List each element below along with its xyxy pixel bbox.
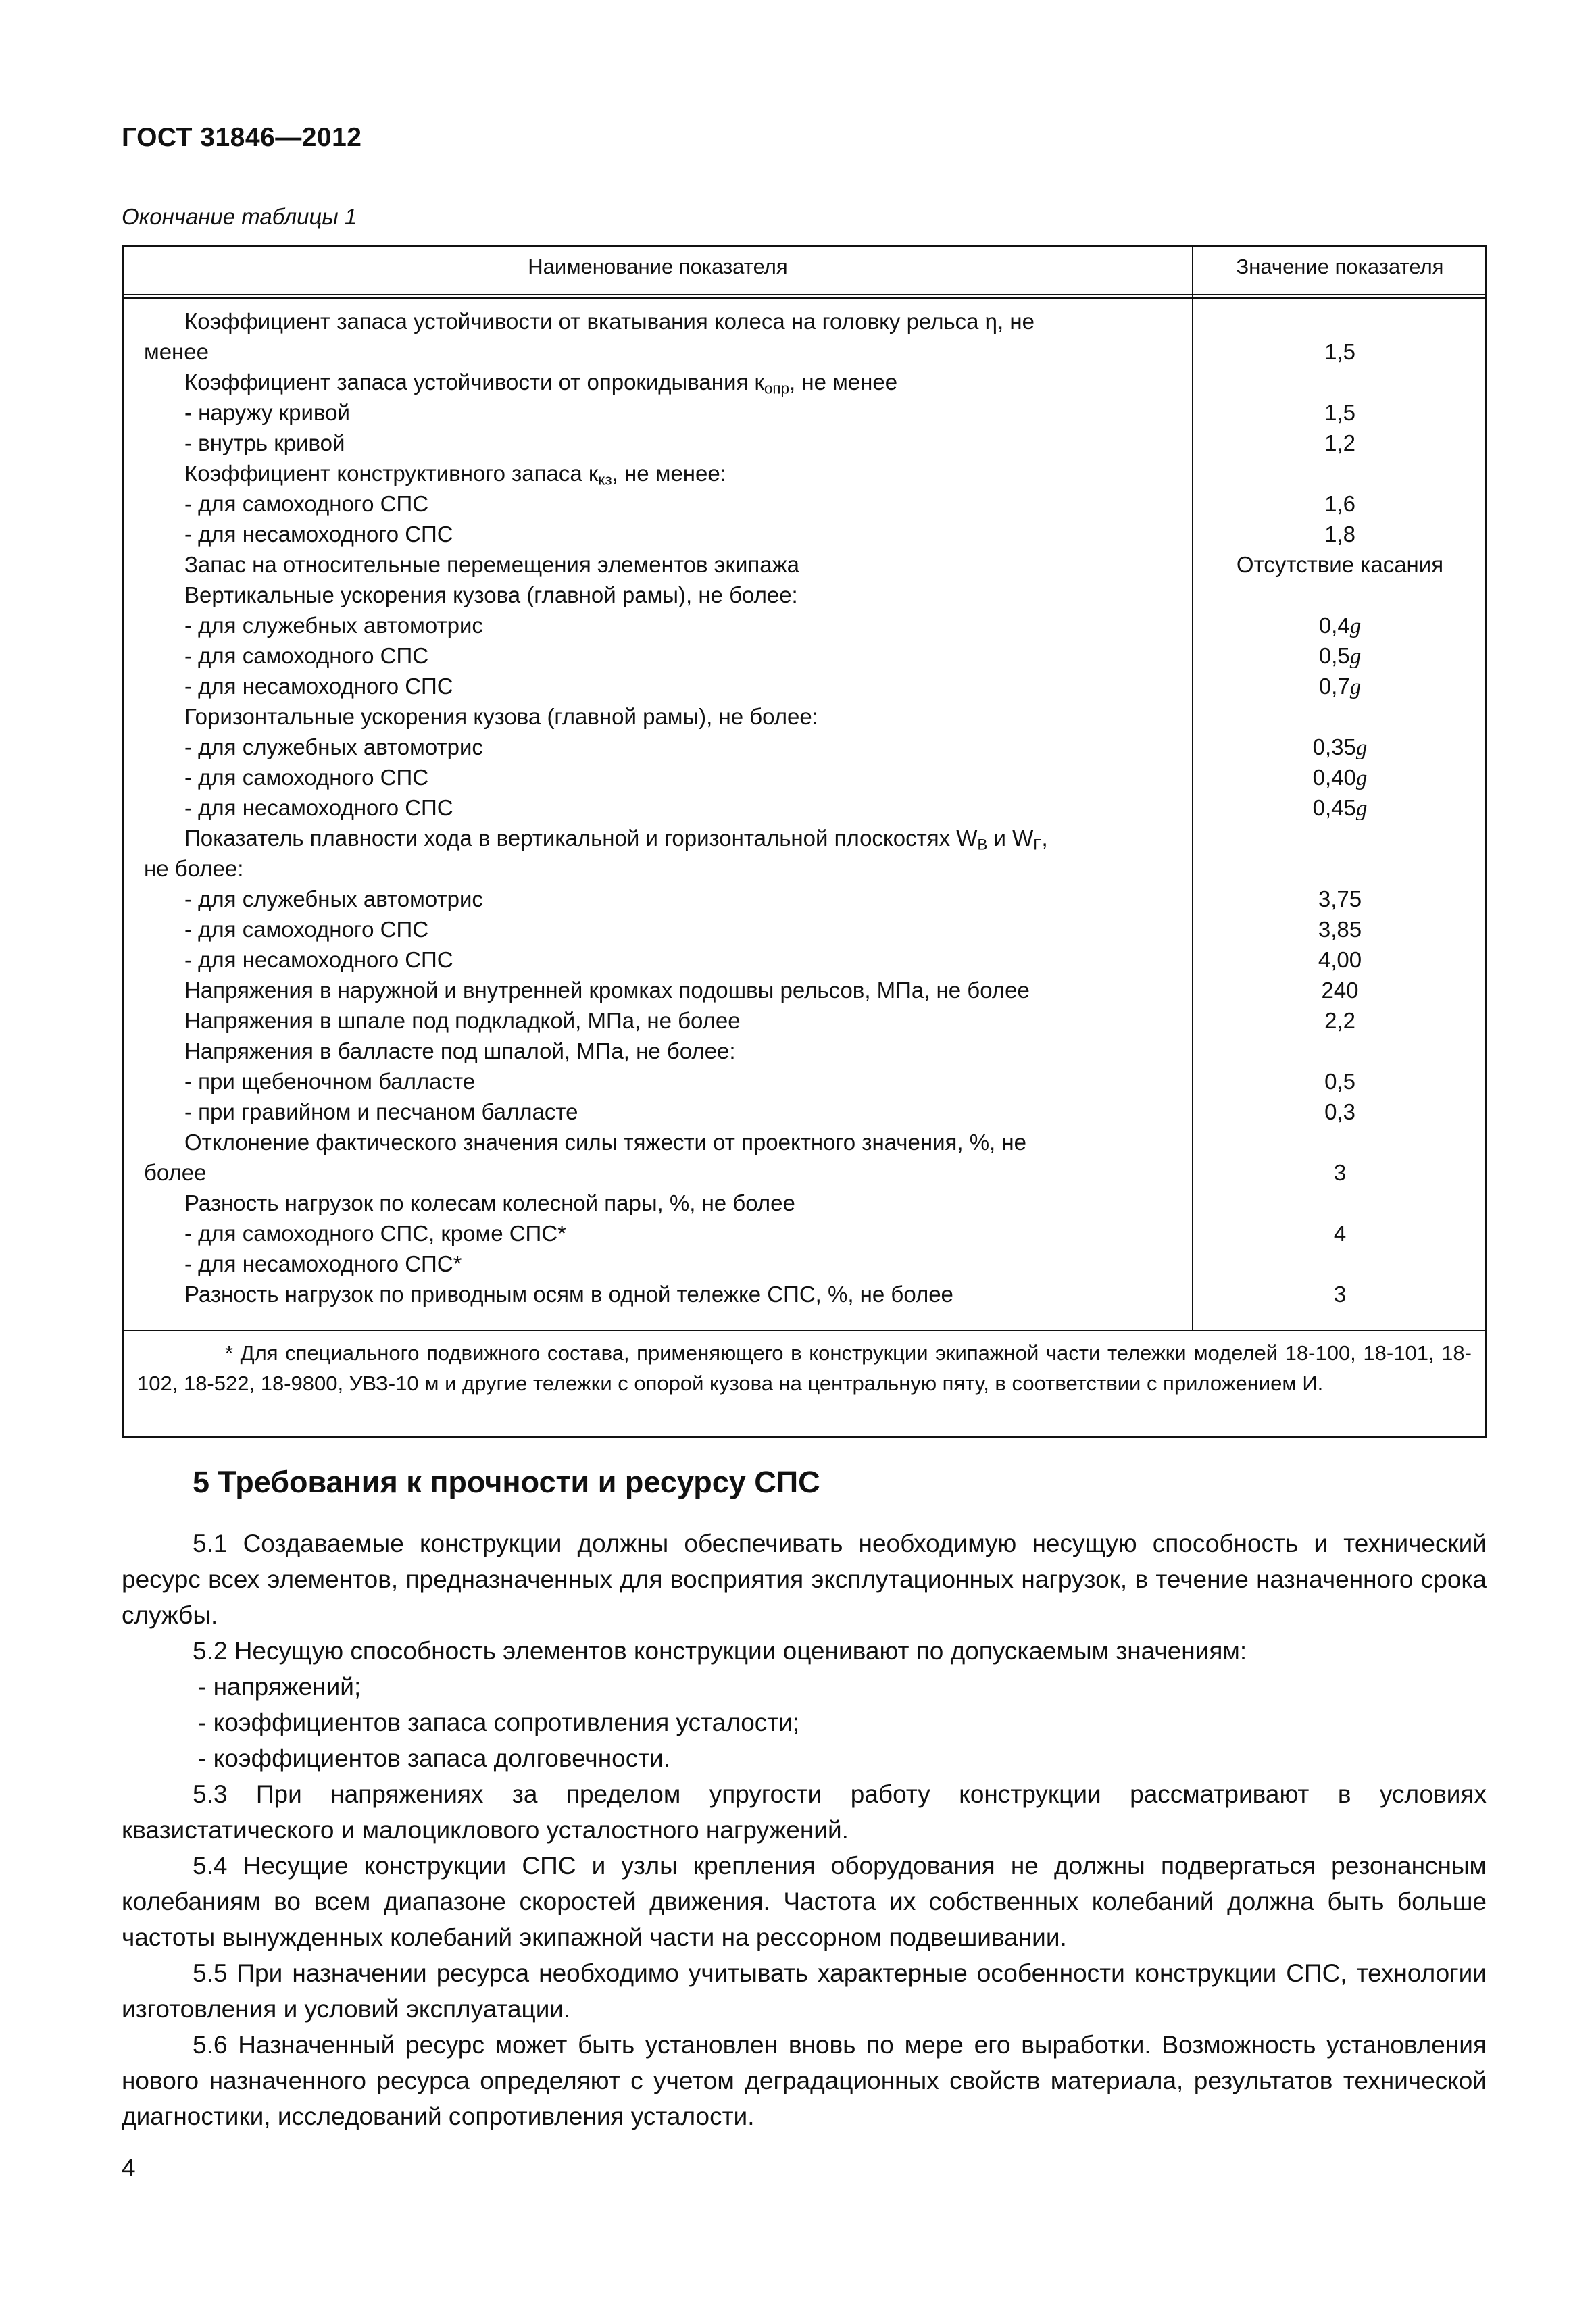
list-item: - коэффициентов запаса долговечности.	[198, 1744, 671, 1772]
row-label	[184, 610, 1181, 640]
page-number: 4	[122, 2154, 136, 2182]
row-value: 0,3	[1324, 1099, 1355, 1124]
row-label-text: - при гравийном и песчаном балласте	[184, 1099, 578, 1124]
table-row	[124, 1005, 1485, 1036]
table-caption: Окончание таблицы 1	[122, 204, 357, 229]
row-label-text: Запас на относительные перемещения элементов экипажа	[184, 552, 800, 577]
row-label-text: - для несамоходного СПС	[184, 795, 453, 820]
column-header-value: Значение показателя	[1236, 255, 1444, 278]
table-row	[124, 1157, 1485, 1188]
table-row	[124, 1066, 1485, 1097]
table-row	[124, 793, 1485, 823]
table-row	[124, 428, 1485, 458]
row-label	[144, 1157, 1178, 1188]
table-row	[124, 1036, 1485, 1066]
row-label-text: - для самоходного СПС, кроме СПС*	[184, 1221, 566, 1246]
row-label-text: Коэффициент конструктивного запаса к	[184, 461, 599, 486]
row-label-text: - для самоходного СПС	[184, 917, 429, 942]
row-label-text: Разность нагрузок по приводным осям в одной тележке СПС, %, не более	[184, 1282, 953, 1307]
parameters-table	[122, 245, 1487, 1438]
row-label	[184, 884, 1181, 914]
row-label-text: - для самоходного СПС	[184, 643, 429, 668]
row-label-text: - для служебных автомотрис	[184, 613, 483, 638]
table-row	[124, 701, 1485, 732]
row-label-text: Показатель плавности хода в вертикальной и горизонтальной плоскостях W	[184, 826, 978, 851]
row-label-text: более	[144, 1160, 207, 1185]
row-value: 1,2	[1324, 430, 1355, 455]
row-value: 3,85	[1318, 917, 1362, 942]
row-label-text: - для несамоходного СПС	[184, 522, 453, 547]
row-label-text: Горизонтальные ускорения кузова (главной рамы), не более:	[184, 704, 818, 729]
row-label-subscript: Г	[1033, 836, 1042, 853]
row-value: 4	[1333, 1221, 1347, 1246]
row-label	[184, 762, 1181, 793]
row-value: 1,8	[1324, 522, 1355, 547]
row-value: 3,75	[1318, 886, 1362, 911]
table-row	[124, 1188, 1485, 1218]
table-row	[124, 397, 1485, 428]
row-label	[144, 853, 1178, 884]
row-label-text: - наружу кривой	[184, 400, 350, 425]
row-value: 3	[1333, 1160, 1347, 1185]
row-label	[184, 823, 1181, 853]
row-label	[184, 671, 1181, 701]
row-value: 240	[1321, 978, 1359, 1003]
row-label	[184, 793, 1181, 823]
table-row	[124, 1097, 1485, 1127]
row-label	[184, 732, 1181, 762]
row-label-text: Разность нагрузок по колесам колесной пары, %, не более	[184, 1190, 795, 1215]
row-label-text: менее	[144, 339, 209, 364]
row-label	[184, 1127, 1181, 1157]
paragraph-5-1: 5.1 Создаваемые конструкции должны обеспечивать необходимую несущую способность и технический ресурс всех элементов, предназначенных для восприятия эксплутационных нагрузок, в течение назначенного срока службы.	[122, 1530, 1487, 1629]
row-label-text: - для самоходного СПС	[184, 491, 429, 516]
row-label	[184, 397, 1181, 428]
row-value: 0,5g	[1318, 643, 1362, 669]
row-label	[184, 549, 1181, 580]
table-row	[124, 549, 1485, 580]
paragraph-5-3: 5.3 При напряжениях за пределом упругости работу конструкции рассматривают в условиях квазистатического и малоциклового усталостного нагружений.	[122, 1780, 1487, 1844]
table-row	[124, 975, 1485, 1005]
table-row	[124, 945, 1485, 975]
row-label	[184, 458, 1181, 488]
row-label	[184, 367, 1181, 397]
table-row	[124, 580, 1485, 610]
footnote-divider	[124, 1330, 1485, 1331]
table-row	[124, 458, 1485, 488]
row-value: 0,45g	[1312, 795, 1368, 821]
row-label	[184, 1249, 1181, 1279]
row-label	[184, 488, 1181, 519]
row-value: 0,40g	[1312, 765, 1368, 790]
table-row	[124, 732, 1485, 762]
row-label	[184, 306, 1181, 336]
table-row	[124, 519, 1485, 549]
table-row	[124, 640, 1485, 671]
paragraph-5-5: 5.5 При назначении ресурса необходимо учитывать характерные особенности конструкции СПС, технологии изготовления и условий эксплуатации.	[122, 1959, 1487, 2023]
row-label	[184, 1066, 1181, 1097]
row-value: 1,5	[1324, 339, 1355, 364]
row-label-text: Коэффициент запаса устойчивости от опрокидывания к	[184, 370, 764, 395]
row-label	[184, 1218, 1181, 1249]
paragraph-5-6: 5.6 Назначенный ресурс может быть установлен вновь по мере его выработки. Возможность установления нового назначенного ресурса определяют с учетом деградационных свойств материала, результатов технической диагностики, исследований сопротивления усталости.	[122, 2031, 1487, 2130]
row-label-text: - для служебных автомотрис	[184, 734, 483, 759]
row-value: Отсутствие касания	[1236, 552, 1444, 577]
row-label-text: - для несамоходного СПС	[184, 947, 453, 972]
row-label-text: - для несамоходного СПС*	[184, 1251, 462, 1276]
table-footnote: * Для специального подвижного состава, применяющего в конструкции экипажной части тележки моделей 18-100, 18-101, 18-102, 18-522, 18-9800, УВЗ-10 м и другие тележки с опорой кузова на центральную пяту, в соответствии с приложением И.	[137, 1341, 1472, 1395]
row-label-suffix: и W	[987, 826, 1034, 851]
table-row	[124, 1279, 1485, 1309]
row-label-text: Напряжения в наружной и внутренней кромках подошвы рельсов, МПа, не более	[184, 978, 1030, 1003]
row-label	[184, 580, 1181, 610]
table-row	[124, 488, 1485, 519]
row-label-suffix: ,	[1041, 826, 1048, 851]
row-value: 1,5	[1324, 400, 1355, 425]
row-label	[184, 914, 1181, 945]
section-body	[122, 1526, 1487, 2134]
row-label-text: - при щебеночном балласте	[184, 1069, 476, 1094]
column-header-name: Наименование показателя	[528, 255, 788, 278]
table-row	[124, 1249, 1485, 1279]
row-value: 4,00	[1318, 947, 1362, 972]
table-row	[124, 853, 1485, 884]
row-label-text: Отклонение фактического значения силы тяжести от проектного значения, %, не	[184, 1130, 1026, 1155]
row-value: 0,5	[1324, 1069, 1355, 1094]
row-label	[184, 1188, 1181, 1218]
row-value: 3	[1333, 1282, 1347, 1307]
table-row	[124, 1218, 1485, 1249]
table-row	[124, 671, 1485, 701]
row-value: 0,7g	[1318, 674, 1362, 699]
row-label	[184, 1097, 1181, 1127]
row-label-text: Коэффициент запаса устойчивости от вкатывания колеса на головку рельса η, не	[184, 309, 1034, 334]
table-row	[124, 367, 1485, 397]
row-value: 2,2	[1324, 1008, 1355, 1033]
document-id: ГОСТ 31846—2012	[122, 123, 362, 152]
table-row	[124, 1127, 1485, 1157]
row-label	[184, 1005, 1181, 1036]
row-label-suffix: , не менее:	[612, 461, 726, 486]
table-header	[124, 247, 1485, 299]
table-row	[124, 306, 1485, 336]
row-label-suffix: , не менее	[789, 370, 898, 395]
table-row	[124, 914, 1485, 945]
paragraph-5-4: 5.4 Несущие конструкции СПС и узлы крепления оборудования не должны подвергаться резонансным колебаниям во всем диапазоне скоростей движения. Частота их собственных колебаний должна быть больше частоты вынужденных колебаний экипажной части на рессорном подвешивании.	[122, 1852, 1487, 1951]
row-label-text: Напряжения в шпале под подкладкой, МПа, не более	[184, 1008, 741, 1033]
section-title: 5 Требования к прочности и ресурсу СПС	[193, 1465, 820, 1499]
row-label-subscript: опр	[764, 380, 790, 397]
row-label	[184, 701, 1181, 732]
row-value: 0,35g	[1312, 734, 1368, 760]
paragraph-5-2: 5.2 Несущую способность элементов конструкции оценивают по допускаемым значениям:	[193, 1637, 1247, 1665]
row-label	[184, 975, 1181, 1005]
table-row	[124, 823, 1485, 853]
row-label	[184, 428, 1181, 458]
row-label	[184, 945, 1181, 975]
row-label	[144, 336, 1178, 367]
row-label-subscript: В	[977, 836, 988, 853]
row-value: 1,6	[1324, 491, 1355, 516]
row-label	[184, 1036, 1181, 1066]
row-label	[184, 1279, 1181, 1309]
row-label-text: - внутрь кривой	[184, 430, 345, 455]
row-label-text: - для самоходного СПС	[184, 765, 429, 790]
row-label	[184, 519, 1181, 549]
table-row	[124, 762, 1485, 793]
table-row	[124, 610, 1485, 640]
row-label-text: - для служебных автомотрис	[184, 886, 483, 911]
row-label-text: - для несамоходного СПС	[184, 674, 453, 699]
row-label-text: Напряжения в балласте под шпалой, МПа, не более:	[184, 1038, 736, 1063]
row-label	[184, 640, 1181, 671]
row-label-text: не более:	[144, 856, 244, 881]
list-item: - коэффициентов запаса сопротивления усталости;	[198, 1709, 800, 1736]
table-row	[124, 336, 1485, 367]
row-label-text: Вертикальные ускорения кузова (главной рамы), не более:	[184, 582, 798, 607]
row-label-subscript: кз	[598, 471, 612, 488]
row-value: 0,4g	[1318, 613, 1362, 638]
list-item: - напряжений;	[198, 1673, 361, 1701]
table-row	[124, 884, 1485, 914]
